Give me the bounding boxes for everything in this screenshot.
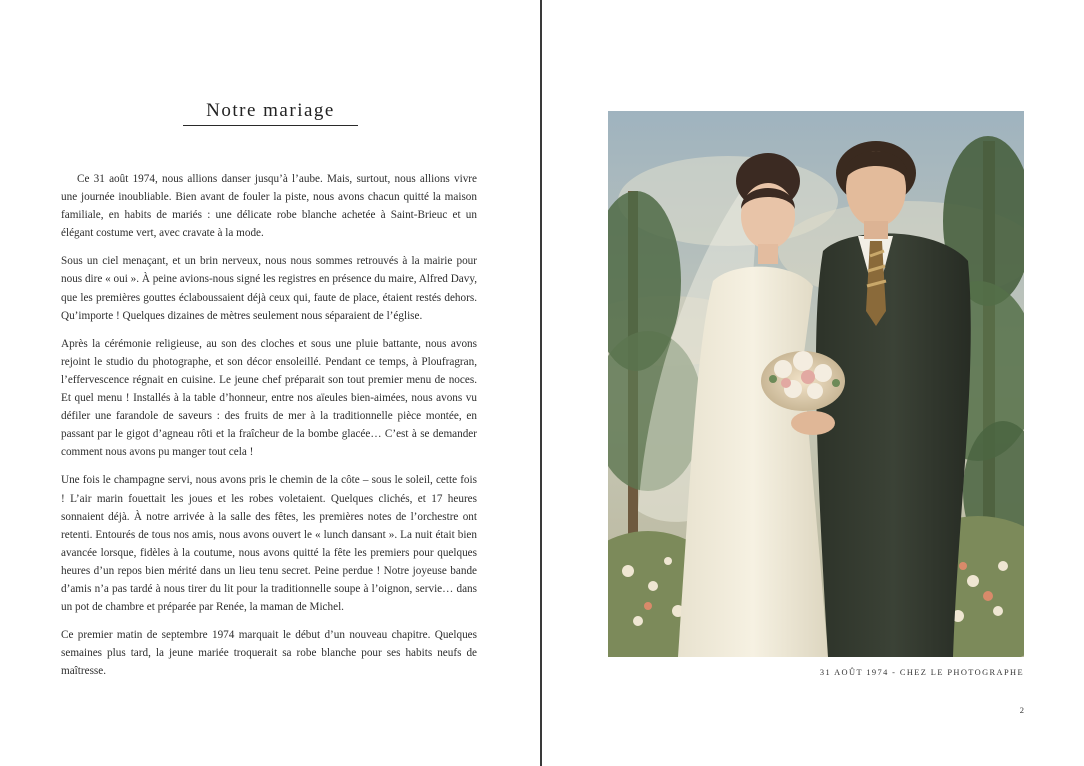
body-text	[61, 170, 477, 690]
paragraph-4: Une fois le champagne servi, nous avons pris le chemin de la côte – sous le soleil, cette fois ! L’air marin fouettait les joues et les robes voletaient. Quelques clichés, et 17 heures sonnaient déjà. À notre arrivée à la salle des fêtes, les premières notes de l’orchestre ont retenti. Entourés de tous nos amis, nous avons ouvert le « lunch dansant ». La nuit était bien avancée lorsque, fidèles à la coutume, nous avons quitté la fête les premiers pour quelques heures d’un repos bien mérité dans un lieu tenu secret. Peine perdue ! Notre joyeuse bande d’amis n’a pas tardé à nous tirer du lit pour la traditionnelle soupe à l’oignon, servie… dans un pot de chambre et préparée par Renée, la maman de Michel.	[61, 474, 477, 614]
left-page	[0, 0, 540, 766]
book-spine	[540, 0, 542, 766]
paragraph-1: Ce 31 août 1974, nous allions danser jusqu’à l’aube. Mais, surtout, nous allions vivre une journée inoubliable. Bien avant de fouler la piste, nous avons chacun quitté la maison familiale, en habits de mariés : une délicate robe blanche achetée à Saint-Brieuc et un élégant costume vert, avec cravate à la mode.	[61, 173, 477, 240]
page-title: Notre mariage	[206, 100, 335, 121]
right-page	[543, 0, 1084, 766]
photo-caption: 31 AOÛT 1974 - CHEZ LE PHOTOGRAPHE	[819, 668, 1024, 677]
title-underline	[183, 100, 358, 126]
paragraph-2: Sous un ciel menaçant, et un brin nerveux, nous nous sommes retrouvés à la mairie pour nous dire « oui ». À peine avions-nous signé les registres en présence du maire, Alfred Davy, que les premières gouttes éclaboussaient déjà ceux qui, faute de place, étaient restés dehors. Qu’importe ! Quelques dizaines de mètres seulement nous séparaient de l’église.	[61, 255, 477, 322]
paragraph-3: Après la cérémonie religieuse, au son des cloches et sous une pluie battante, nous avons rejoint le studio du photographe, et son décor ensoleillé. Pendant ce temps, à Ploufragran, l’effervescence régnait en cuisine. Le jeune chef préparait son tout premier menu de noces. Et quel menu ! Installés à la table d’honneur, entre nos aïeules bien-aimées, nous avons vu défiler une farandole de saveurs : des fruits de mer à la traditionnelle pièce montée, en passant par le gigot d’agneau rôti et la fraîcheur de la bombe glacée… C’est à se demander comment nous avons pu manger tout cela !	[61, 337, 477, 459]
wedding-photo	[608, 111, 1024, 657]
paragraph-5: Ce premier matin de septembre 1974 marquait le début d’un nouveau chapitre. Quelques semaines plus tard, la jeune mariée troquerait sa robe blanche pour ses habits neufs de maîtresse.	[61, 629, 477, 678]
page-number: 2	[1019, 705, 1024, 715]
